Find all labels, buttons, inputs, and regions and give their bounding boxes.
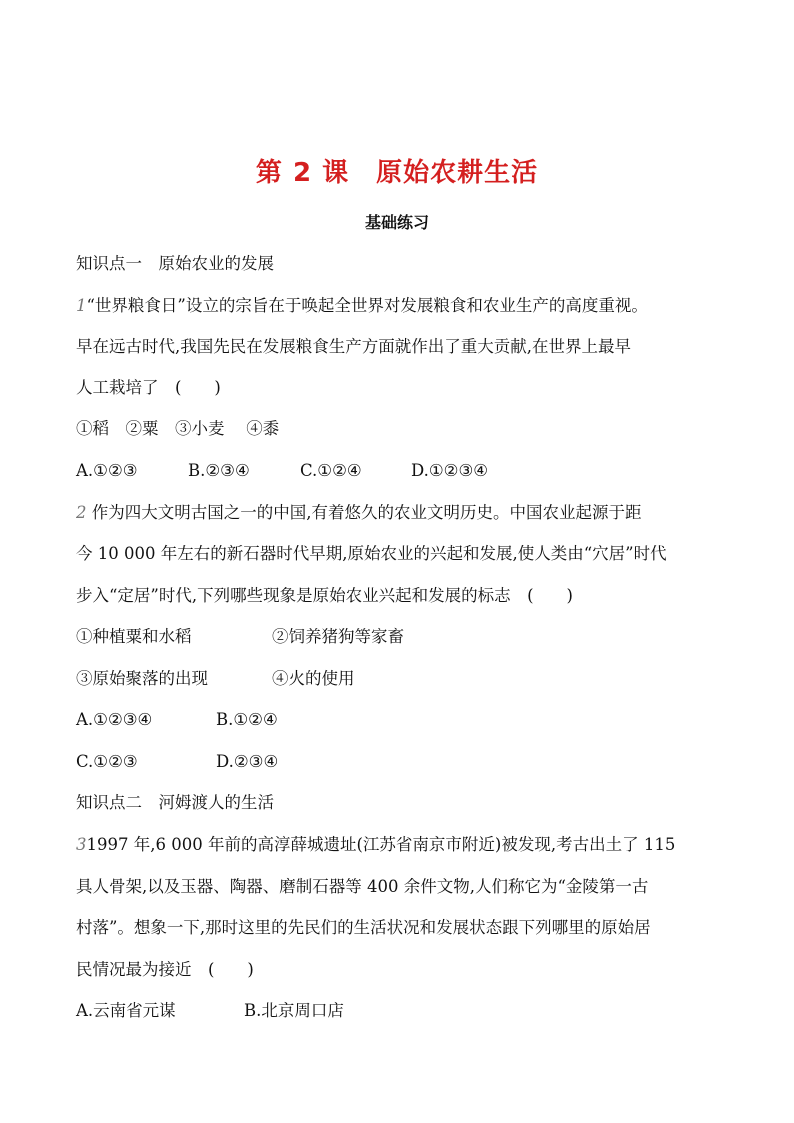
question-text-line: “世界粮食日”设立的宗旨在于唤起全世界对发展粮食和农业生产的高度重视。 [86, 296, 648, 315]
question-text-line: 人工栽培了 ( ) [76, 378, 221, 397]
question-text-line: 民情况最为接近 ( ) [76, 960, 254, 979]
lesson-title: 第 2 课 原始农耕生活 [255, 158, 539, 188]
question-items: ①稻 ②粟 ③小麦 ④黍 [76, 419, 280, 438]
knowledge-point-2: 知识点二 河姆渡人的生活 [76, 793, 274, 812]
option-d: D.②③④ [216, 752, 279, 771]
question-text-line: 今 10 000 年左右的新石器时代早期,原始农业的兴起和发展,使人类由“穴居”时代 [76, 544, 667, 563]
option-c: C.①②④ [300, 461, 362, 480]
question-text-line: 步入“定居”时代,下列哪些现象是原始农业兴起和发展的标志 ( ) [76, 586, 573, 605]
question-item: ②饲养猪狗等家畜 [272, 627, 404, 646]
question-number: 2 [76, 503, 87, 522]
question-text-line: 1997 年,6 000 年前的高淳薛城遗址(江苏省南京市附近)被发现,考古出土了 115 [86, 835, 676, 854]
option-a: A.云南省元谋 [76, 1001, 176, 1020]
question-number: 3 [76, 835, 87, 854]
question-text-line: 作为四大文明古国之一的中国,有着悠久的农业文明历史。中国农业起源于距 [86, 503, 642, 522]
question-item: ③原始聚落的出现 [76, 669, 208, 688]
option-c: C.①②③ [76, 752, 138, 771]
section-subtitle: 基础练习 [364, 213, 429, 232]
option-b: B.北京周口店 [244, 1001, 344, 1020]
option-b: B.②③④ [188, 461, 250, 480]
question-number: 1 [76, 296, 87, 315]
option-a: A.①②③④ [76, 710, 153, 729]
question-item: ①种植粟和水稻 [76, 627, 192, 646]
question-text-line: 具人骨架,以及玉器、陶器、磨制石器等 400 余件文物,人们称它为“金陵第一古 [76, 877, 649, 896]
question-text-line: 村落”。想象一下,那时这里的先民们的生活状况和发展状态跟下列哪里的原始居 [76, 918, 651, 937]
option-a: A.①②③ [76, 461, 138, 480]
question-item: ④火的使用 [272, 669, 355, 688]
option-d: D.①②③④ [411, 461, 489, 480]
knowledge-point-1: 知识点一 原始农业的发展 [76, 254, 274, 273]
question-text-line: 早在远古时代,我国先民在发展粮食生产方面就作出了重大贡献,在世界上最早 [76, 337, 631, 356]
option-b: B.①②④ [216, 710, 278, 729]
